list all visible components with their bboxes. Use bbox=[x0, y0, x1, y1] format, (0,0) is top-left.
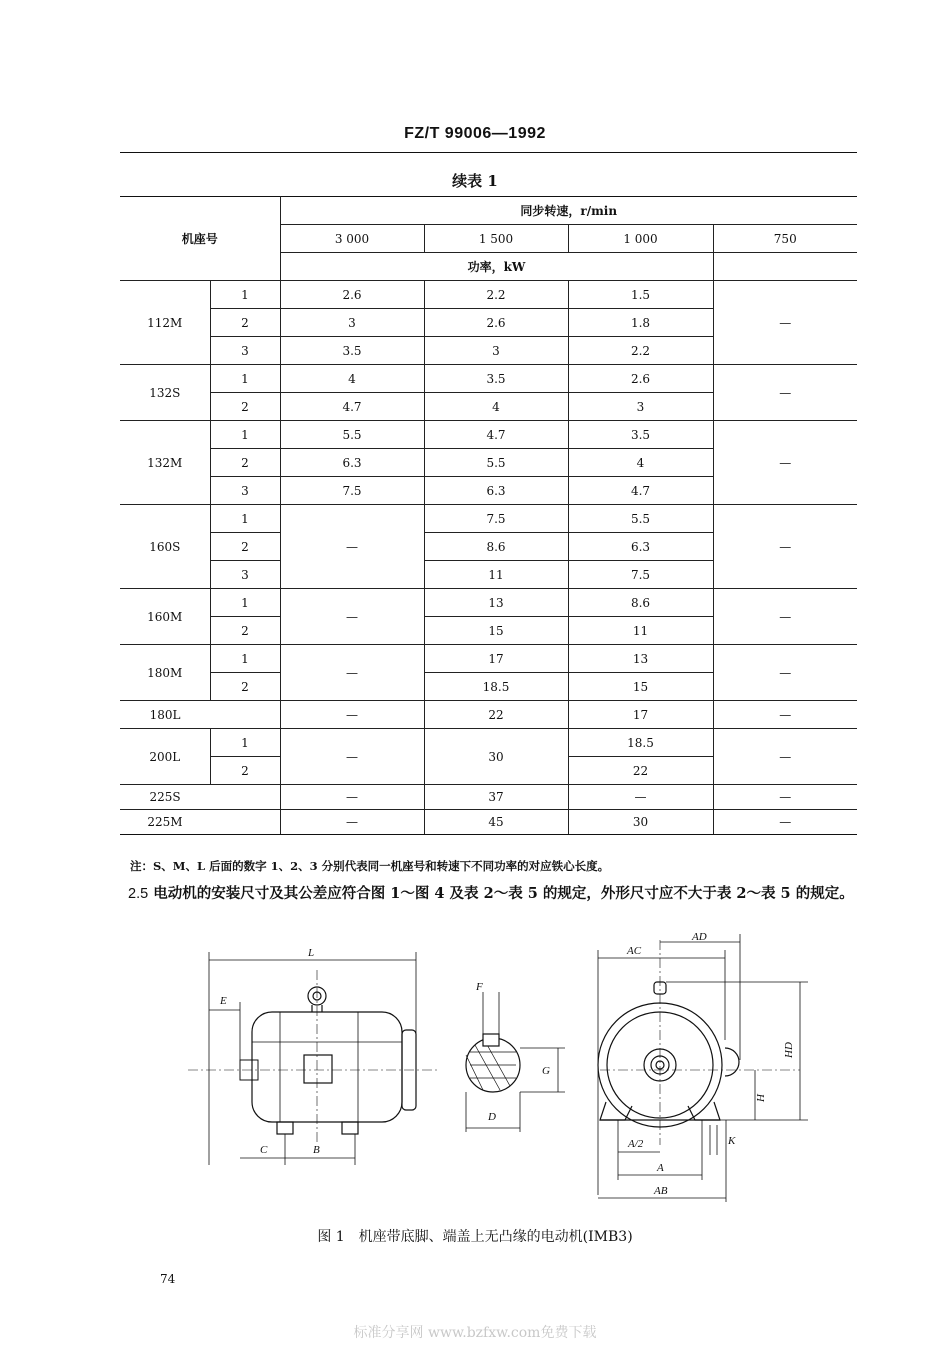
dash-cell: — bbox=[280, 645, 424, 701]
index-cell: 2 bbox=[210, 449, 280, 477]
dim-F: F bbox=[476, 981, 483, 993]
dash-cell: — bbox=[280, 729, 424, 785]
section-paragraph bbox=[128, 880, 858, 908]
value-cell: 3 bbox=[568, 393, 713, 421]
value-cell: 2.6 bbox=[280, 281, 424, 309]
front-view bbox=[598, 931, 808, 1202]
frame-cell: 180L bbox=[120, 701, 210, 729]
value-cell: 7.5 bbox=[280, 477, 424, 505]
dash-cell: — bbox=[713, 810, 857, 835]
index-cell: 1 bbox=[210, 645, 280, 673]
table-row bbox=[120, 589, 857, 617]
frame-cell: 160S bbox=[120, 505, 210, 589]
dim-D: D bbox=[488, 1111, 496, 1123]
dash-cell: — bbox=[280, 785, 424, 810]
dash-cell: — bbox=[713, 505, 857, 589]
dash-cell: — bbox=[280, 701, 424, 729]
index-cell: 1 bbox=[210, 729, 280, 757]
index-cell: 2 bbox=[210, 673, 280, 701]
motor-drawing bbox=[180, 930, 830, 1220]
value-cell: 11 bbox=[424, 561, 568, 589]
frame-cell: 200L bbox=[120, 729, 210, 785]
watermark: 标准分享网 www.bzfxw.com免费下载 bbox=[353, 1325, 597, 1341]
dash-cell: — bbox=[713, 589, 857, 645]
index-cell: 3 bbox=[210, 337, 280, 365]
value-cell: 18.5 bbox=[568, 729, 713, 757]
dim-L: L bbox=[308, 947, 315, 959]
index-cell: 1 bbox=[210, 505, 280, 533]
value-cell: 6.3 bbox=[424, 477, 568, 505]
speed-3000: 3 000 bbox=[280, 225, 424, 253]
value-cell: 22 bbox=[424, 701, 568, 729]
value-cell: 13 bbox=[424, 589, 568, 617]
speed-1000: 1 000 bbox=[568, 225, 713, 253]
dash-cell: — bbox=[713, 365, 857, 421]
frame-cell: 180M bbox=[120, 645, 210, 701]
value-cell: 4 bbox=[424, 393, 568, 421]
dash-cell: — bbox=[713, 281, 857, 365]
value-cell: 15 bbox=[424, 617, 568, 645]
value-cell: 30 bbox=[568, 810, 713, 835]
table-row bbox=[120, 421, 857, 449]
table-row bbox=[120, 729, 857, 757]
document-code: FZ/T 99006—1992 bbox=[404, 125, 546, 142]
dim-C: C bbox=[260, 1144, 268, 1156]
page-number: 74 bbox=[160, 1272, 176, 1286]
frame-cell: 225S bbox=[120, 785, 210, 810]
value-cell: 2.6 bbox=[568, 365, 713, 393]
section-text: 电动机的安装尺寸及其公差应符合图 1～图 4 及表 2～表 5 的规定，外形尺寸应不大于表 2～表 5 的规定。 bbox=[153, 885, 854, 902]
section-number: 2.5 bbox=[128, 886, 149, 902]
value-cell: 30 bbox=[424, 729, 568, 785]
value-cell: 1.5 bbox=[568, 281, 713, 309]
value-cell: 37 bbox=[424, 785, 568, 810]
dash-cell: — bbox=[280, 589, 424, 645]
power-header: 功率，kW bbox=[280, 253, 713, 281]
index-cell: 3 bbox=[210, 477, 280, 505]
value-cell: 5.5 bbox=[280, 421, 424, 449]
dash-cell: — bbox=[713, 701, 857, 729]
frame-cell: 160M bbox=[120, 589, 210, 645]
frame-cell: 132M bbox=[120, 421, 210, 505]
table-caption: 续表 1 bbox=[452, 172, 498, 190]
dim-E: E bbox=[220, 995, 227, 1007]
side-view bbox=[188, 947, 438, 1165]
frame-cell: 112M bbox=[120, 281, 210, 365]
dim-HD: HD bbox=[783, 1042, 795, 1058]
dim-AD: AD bbox=[692, 931, 707, 943]
value-cell: 22 bbox=[568, 757, 713, 785]
dim-AB: AB bbox=[654, 1185, 668, 1197]
value-cell: 17 bbox=[424, 645, 568, 673]
dash-cell: — bbox=[568, 785, 713, 810]
frame-header: 机座号 bbox=[120, 197, 280, 281]
table-row bbox=[120, 701, 857, 729]
index-cell: 2 bbox=[210, 617, 280, 645]
value-cell: 17 bbox=[568, 701, 713, 729]
speed-750: 750 bbox=[713, 225, 857, 253]
table-row bbox=[120, 810, 857, 835]
index-cell: 2 bbox=[210, 533, 280, 561]
dash-cell: — bbox=[713, 421, 857, 505]
value-cell: 4 bbox=[568, 449, 713, 477]
value-cell: 11 bbox=[568, 617, 713, 645]
dim-A: A bbox=[657, 1162, 664, 1174]
table-row bbox=[120, 281, 857, 309]
value-cell: 5.5 bbox=[568, 505, 713, 533]
index-cell: 3 bbox=[210, 561, 280, 589]
value-cell: 8.6 bbox=[424, 533, 568, 561]
dim-H: H bbox=[755, 1094, 767, 1102]
value-cell: 7.5 bbox=[424, 505, 568, 533]
value-cell: 45 bbox=[424, 810, 568, 835]
speed-1500: 1 500 bbox=[424, 225, 568, 253]
dim-A2: A/2 bbox=[628, 1138, 644, 1150]
dim-G: G bbox=[542, 1065, 550, 1077]
value-cell: 3.5 bbox=[568, 421, 713, 449]
value-cell: 5.5 bbox=[424, 449, 568, 477]
table-row bbox=[120, 365, 857, 393]
index-cell: 1 bbox=[210, 589, 280, 617]
value-cell: 3 bbox=[280, 309, 424, 337]
value-cell: 4.7 bbox=[424, 421, 568, 449]
value-cell: 3 bbox=[424, 337, 568, 365]
frame-cell: 225M bbox=[120, 810, 210, 835]
value-cell: 4.7 bbox=[568, 477, 713, 505]
value-cell: 3.5 bbox=[424, 365, 568, 393]
value-cell: 18.5 bbox=[424, 673, 568, 701]
dash-cell: — bbox=[713, 729, 857, 785]
value-cell: 2.2 bbox=[568, 337, 713, 365]
value-cell: 1.8 bbox=[568, 309, 713, 337]
value-cell: 4.7 bbox=[280, 393, 424, 421]
dim-B: B bbox=[313, 1144, 320, 1156]
dash-cell: — bbox=[713, 645, 857, 701]
table-row bbox=[120, 785, 857, 810]
dash-cell: — bbox=[713, 785, 857, 810]
dash-cell: — bbox=[280, 505, 424, 589]
value-cell: 6.3 bbox=[280, 449, 424, 477]
value-cell: 15 bbox=[568, 673, 713, 701]
value-cell: 3.5 bbox=[280, 337, 424, 365]
index-cell: 2 bbox=[210, 309, 280, 337]
speed-header: 同步转速，r/min bbox=[280, 197, 857, 225]
dash-cell: — bbox=[280, 810, 424, 835]
table-note: 注：S、M、L 后面的数字 1、2、3 分别代表同一机座号和转速下不同功率的对应铁心长度。 bbox=[130, 859, 610, 873]
value-cell: 4 bbox=[280, 365, 424, 393]
value-cell: 8.6 bbox=[568, 589, 713, 617]
index-cell: 2 bbox=[210, 393, 280, 421]
dim-AC: AC bbox=[627, 945, 642, 957]
value-cell: 6.3 bbox=[568, 533, 713, 561]
index-cell: 1 bbox=[210, 421, 280, 449]
header-rule bbox=[120, 152, 857, 153]
index-cell: 1 bbox=[210, 365, 280, 393]
value-cell: 2.6 bbox=[424, 309, 568, 337]
index-cell: 1 bbox=[210, 281, 280, 309]
dim-K: K bbox=[728, 1135, 736, 1147]
value-cell: 13 bbox=[568, 645, 713, 673]
table-row bbox=[120, 505, 857, 533]
index-cell: 2 bbox=[210, 757, 280, 785]
value-cell: 2.2 bbox=[424, 281, 568, 309]
figure-caption: 图 1 机座带底脚、端盖上无凸缘的电动机(IMB3) bbox=[317, 1229, 633, 1245]
power-table bbox=[120, 196, 857, 835]
value-cell: 7.5 bbox=[568, 561, 713, 589]
shaft-section bbox=[466, 981, 565, 1132]
frame-cell: 132S bbox=[120, 365, 210, 421]
table-row bbox=[120, 645, 857, 673]
